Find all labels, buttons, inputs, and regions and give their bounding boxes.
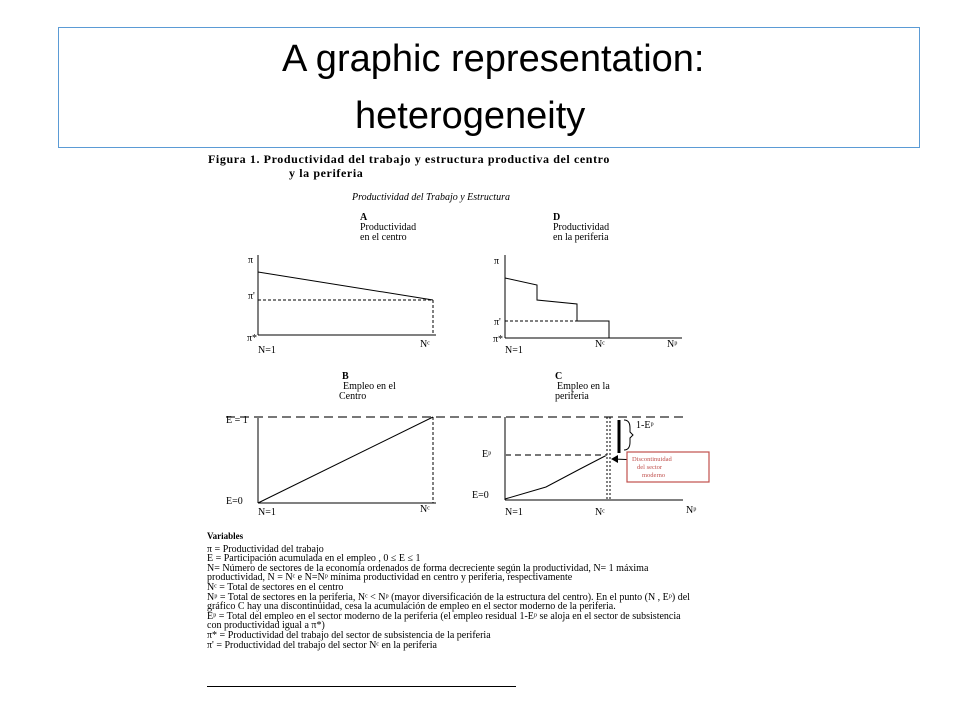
panel-a-pi-star-label: π* [247, 333, 258, 344]
panel-b-n1-label: N=1 [258, 507, 276, 518]
panel-c-employment-curve [505, 455, 607, 499]
residual-brace [624, 420, 633, 450]
slide-title-line2: heterogeneity [355, 95, 586, 137]
panel-c-letter: C [555, 371, 563, 382]
panel-c-ep-label: Eᵖ [482, 449, 492, 460]
variables-heading: Variables [207, 531, 244, 541]
panel-a-n1-label: N=1 [258, 345, 276, 356]
panel-c-one-minus-ep-label: 1-Eᵖ [636, 420, 654, 431]
panel-d-pi-label: π [494, 256, 500, 267]
figure-title-line2: y la periferia [289, 166, 364, 180]
variable-line: π = Productividad del trabajo [207, 543, 324, 555]
panel-a-nc-label: Nᶜ [420, 339, 430, 350]
annotation-line2: del sector [637, 464, 663, 471]
panel-d-line1: Productividad [553, 222, 610, 233]
annotation-arrow-head [611, 455, 618, 463]
footnote-rule [207, 686, 516, 687]
panel-a-letter: A [360, 213, 368, 223]
panel-a-line1: Productividad [360, 222, 417, 233]
panel-c-nc-label: Nᶜ [595, 507, 605, 518]
variable-line: E = Participación acumulada en el empleo , 0 ≤ E ≤ 1 [207, 553, 421, 565]
panel-a-pi-label: π [248, 255, 254, 266]
figure-subtitle: Productividad del Trabajo y Estructura [352, 192, 510, 203]
panel-d-letter: D [553, 212, 561, 223]
variable-line: N= Número de sectores de la economía ordenados de forma decreciente según la productividad, N= 1 máxima productividad, N = Nᶜ e N=Nᵖ mínima productividad en centro y periferia, respectivamente [207, 562, 649, 584]
variables-legend [207, 532, 695, 650]
panel-b-e1-label: E = 1 [226, 415, 248, 426]
figure-title-line1: Figura 1. Productividad del trabajo y estructura productiva del centro [208, 152, 610, 166]
annotation-line1: Discontinuidad [632, 456, 672, 463]
panel-d-line2: en la periferia [553, 232, 609, 243]
panel-a-productivity-line [258, 272, 433, 300]
panel-b-line1: Empleo en el [343, 381, 396, 392]
panel-a-pi-r-label: π' [248, 291, 255, 302]
annotation-line3: moderno [642, 472, 666, 479]
variable-line: Nᶜ = Total de sectores en el centro [207, 581, 344, 593]
panel-a-chart [247, 255, 436, 356]
panel-d-chart [493, 255, 682, 356]
panel-a-line2: en el centro [360, 232, 407, 241]
panel-c-e0-label: E=0 [472, 490, 489, 501]
panel-d-pi-r-label: π' [494, 317, 501, 328]
panel-c-chart [472, 417, 709, 518]
panel-b-letter: B [342, 371, 349, 382]
panel-d-nc-label: Nᶜ [595, 339, 605, 350]
variable-line: Nᵖ = Total de sectores en la periferia, Nᶜ < Nᵖ (mayor diversificación de la estructura del centro). En el punto (N , Eᵖ) del gráfico C hay una discontinuidad, cesa la acumulación de empleo en el sector moderno de la periferia. [207, 591, 690, 613]
panel-b-chart [226, 415, 683, 518]
panel-c-np-label: Nᵖ [686, 505, 697, 516]
panel-d-np-label: Nᵖ [667, 339, 678, 350]
panel-c-line1: Empleo en la [557, 381, 610, 392]
slide-title-line1: A graphic representation: [282, 38, 705, 80]
variable-line: Eᵖ = Total del empleo en el sector moderno de la periferia (el empleo residual 1-Eᵖ se aloja en el sector de subsistencia con productividad igual a π*) [207, 610, 681, 632]
variable-line: π* = Productividad del trabajo del sector de subsistencia de la periferia [207, 629, 491, 641]
panel-b-e0-label: E=0 [226, 496, 243, 507]
panel-d-step-line [505, 278, 609, 338]
variable-line: π' = Productividad del trabajo del sector Nᶜ en la periferia [207, 639, 437, 651]
panel-b-line2: Centro [339, 391, 367, 402]
panel-b-employment-line [258, 417, 433, 503]
panel-d-pi-star-label: π* [493, 334, 504, 345]
panel-c-n1-label: N=1 [505, 507, 523, 518]
panel-c-line2: periferia [555, 391, 589, 402]
panel-b-nc-label: Nᶜ [420, 504, 430, 515]
panel-d-n1-label: N=1 [505, 345, 523, 356]
